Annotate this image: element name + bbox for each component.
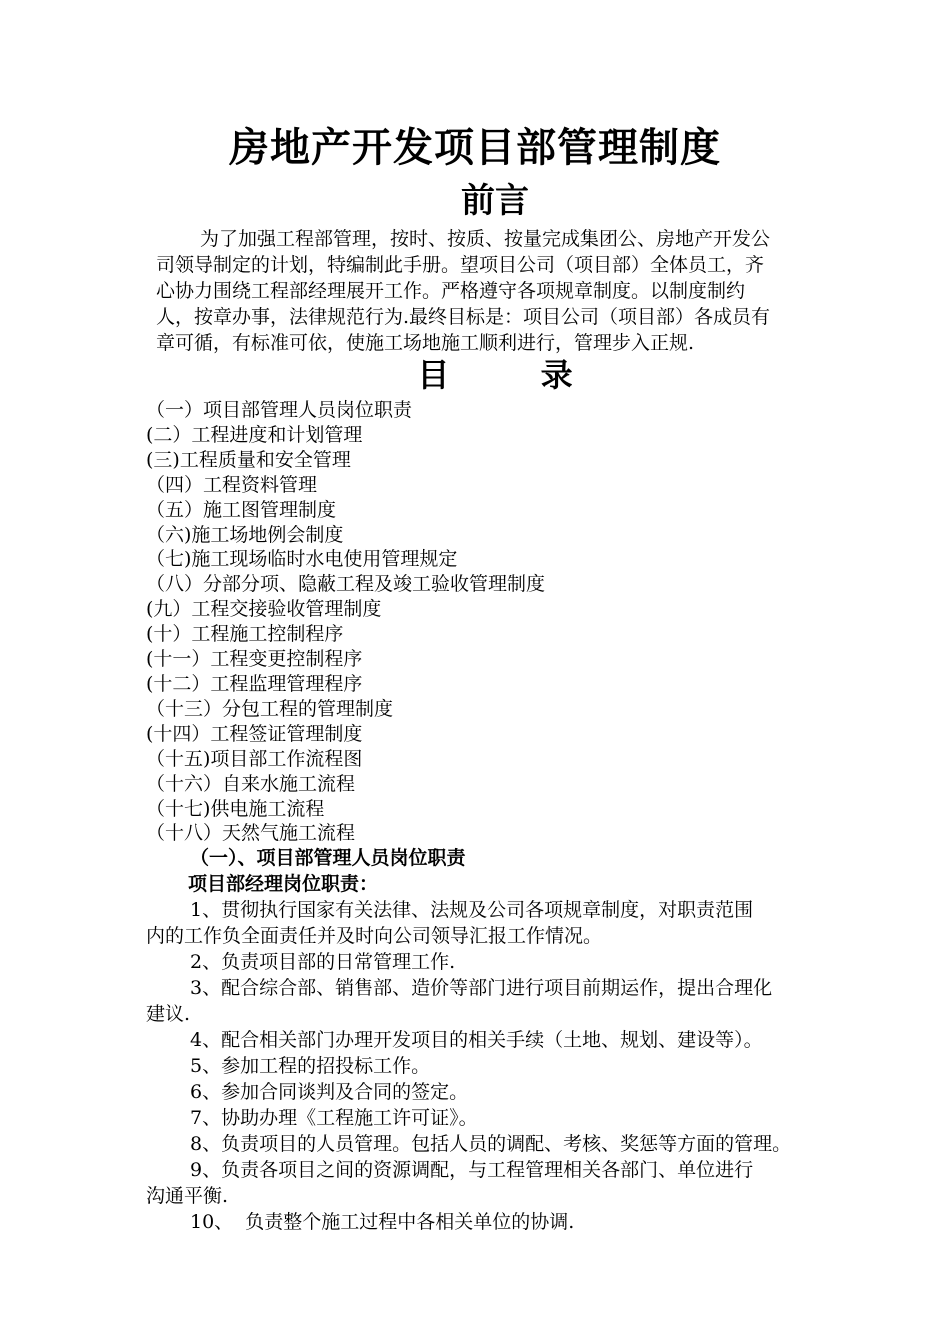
toc-item[interactable]: （四）工程资料管理 bbox=[146, 473, 318, 496]
toc-item[interactable]: (九）工程交接验收管理制度 bbox=[146, 598, 382, 621]
toc-item[interactable]: （八）分部分项、隐蔽工程及竣工验收管理制度 bbox=[146, 573, 546, 596]
duty-item-3: 3、配合综合部、销售部、造价等部门进行项目前期运作，提出合理化 bbox=[190, 977, 773, 999]
section-1 bbox=[146, 845, 856, 1235]
preface-line: 章可循，有标准可依，使施工场地施工顺利进行，管理步入正规. bbox=[156, 332, 695, 354]
duty-item-9-continuation: 沟通平衡. bbox=[146, 1185, 229, 1207]
preface-line: 人，按章办事，法律规范行为.最终目标是：项目公司（项目部）各成员有 bbox=[156, 306, 771, 328]
toc-item[interactable]: （十六）自来水施工流程 bbox=[146, 772, 356, 795]
section-heading: （一）、项目部管理人员岗位职责 bbox=[190, 847, 466, 869]
toc-item[interactable]: (三)工程质量和安全管理 bbox=[146, 448, 351, 471]
toc-item[interactable]: （十三）分包工程的管理制度 bbox=[146, 697, 394, 720]
document-title: 房地产开发项目部管理制度 bbox=[229, 124, 721, 171]
preface-heading: 前言 bbox=[461, 181, 529, 221]
toc-item[interactable]: (十一）工程变更控制程序 bbox=[146, 648, 363, 671]
duty-item-3-continuation: 建议. bbox=[146, 1003, 191, 1025]
duty-item-9: 9、负责各项目之间的资源调配，与工程管理相关各部门、单位进行 bbox=[190, 1159, 754, 1181]
duty-item-1: 1、贯彻执行国家有关法律、法规及公司各项规章制度，对职责范围 bbox=[190, 899, 754, 921]
toc-item[interactable]: (十四）工程签证管理制度 bbox=[146, 722, 363, 745]
preface-paragraph bbox=[156, 226, 838, 356]
duty-item-5: 5、参加工程的招投标工作。 bbox=[190, 1055, 431, 1077]
preface-line: 心协力围绕工程部经理展开工作。严格遵守各项规章制度。以制度制约 bbox=[156, 280, 746, 302]
toc-item[interactable]: （六)施工场地例会制度 bbox=[146, 523, 344, 546]
toc-item[interactable]: (十）工程施工控制程序 bbox=[146, 623, 344, 646]
toc-item[interactable]: （十七)供电施工流程 bbox=[146, 797, 325, 820]
toc-item[interactable]: （五）施工图管理制度 bbox=[146, 498, 337, 521]
section-subheading: 项目部经理岗位职责： bbox=[188, 873, 379, 895]
duty-item-8: 8、负责项目的人员管理。包括人员的调配、考核、奖惩等方面的管理。 bbox=[190, 1133, 792, 1155]
toc-heading: 目 录 bbox=[417, 356, 573, 394]
toc-item[interactable]: （十五)项目部工作流程图 bbox=[146, 747, 363, 770]
duty-item-1-continuation: 内的工作负全面责任并及时向公司领导汇报工作情况。 bbox=[146, 925, 603, 947]
duty-item-4: 4、配合相关部门办理开发项目的相关手续（土地、规划、建设等）。 bbox=[190, 1029, 763, 1051]
toc-item[interactable]: （一）项目部管理人员岗位职责 bbox=[146, 399, 413, 421]
toc-item[interactable]: （十八）天然气施工流程 bbox=[146, 822, 356, 845]
duty-item-7: 7、协助办理《工程施工许可证》。 bbox=[190, 1107, 478, 1129]
toc-item[interactable]: (二）工程进度和计划管理 bbox=[146, 423, 363, 446]
duty-item-10: 10、 负责整个施工过程中各相关单位的协调. bbox=[190, 1211, 575, 1233]
preface-line: 司领导制定的计划，特编制此手册。望项目公司（项目部）全体员工，齐 bbox=[156, 254, 765, 276]
table-of-contents bbox=[146, 398, 846, 846]
duty-item-2: 2、负责项目部的日常管理工作. bbox=[190, 951, 456, 973]
preface-line: 为了加强工程部管理，按时、按质、按量完成集团公、房地产开发公 bbox=[200, 228, 771, 250]
toc-item[interactable]: （七)施工现场临时水电使用管理规定 bbox=[146, 548, 458, 571]
toc-item[interactable]: (十二）工程监理管理程序 bbox=[146, 672, 363, 695]
duty-item-6: 6、参加合同谈判及合同的签定。 bbox=[190, 1081, 469, 1103]
